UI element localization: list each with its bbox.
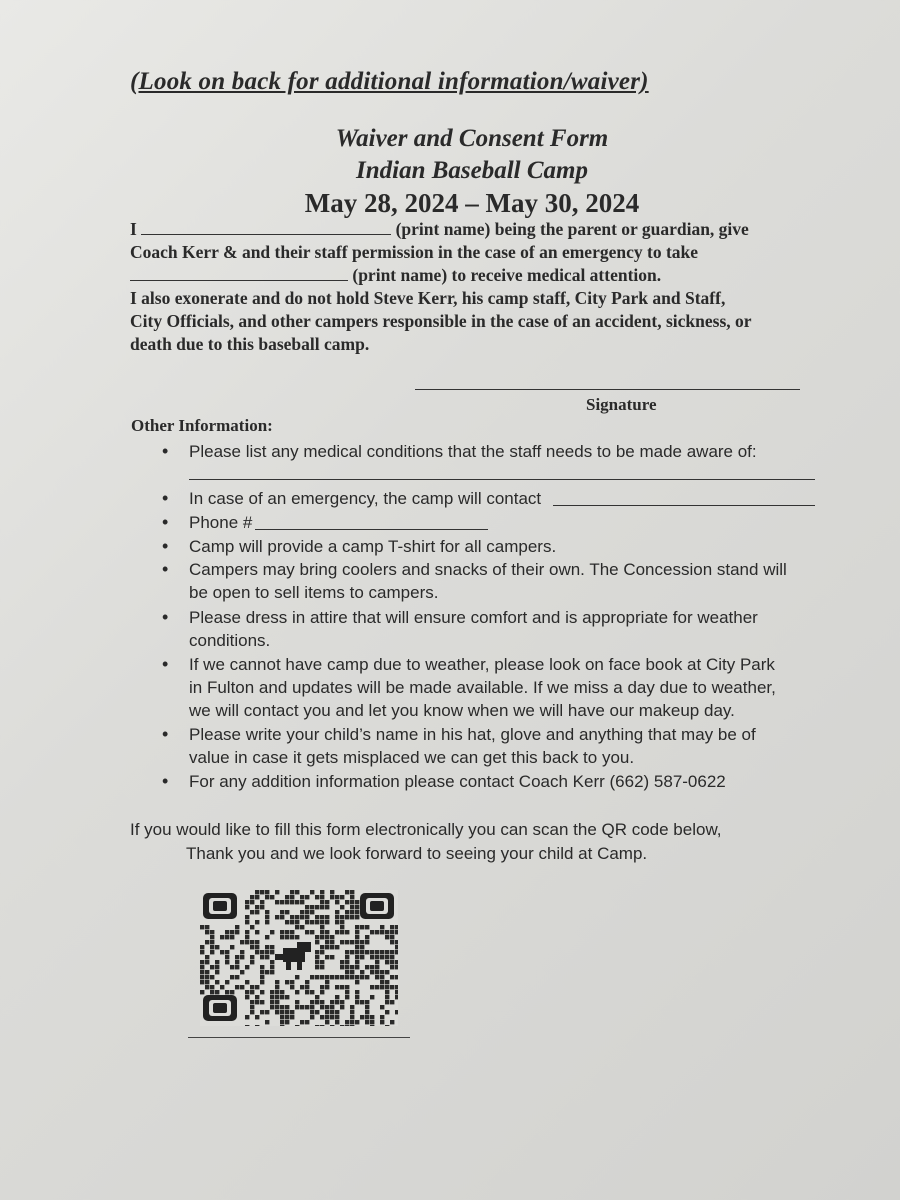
bullet-icon: • <box>162 654 169 674</box>
signature-label: Signature <box>586 395 657 414</box>
other-info-heading: Other Information: <box>131 416 273 435</box>
camp-dates: May 28, 2024 – May 30, 2024 <box>304 188 640 218</box>
attire-line-2: conditions. <box>189 631 271 650</box>
camp-name: Indian Baseball Camp <box>356 157 588 184</box>
consent-line-1-text: (print name) being the parent or guardian, give <box>395 219 749 239</box>
name-line-1: Please write your child’s name in his hat, glove and anything that may be of <box>189 725 756 744</box>
bullet-icon: • <box>162 607 169 627</box>
consent-line-6: death due to this baseball camp. <box>130 334 370 354</box>
header-note: (Look on back for additional information/waiver) <box>130 68 649 95</box>
bullet-icon: • <box>162 724 169 744</box>
bullet-icon: • <box>162 488 169 508</box>
coolers-line-2: be open to sell items to campers. <box>189 583 439 602</box>
qr-code-icon[interactable] <box>200 890 398 1026</box>
name-label-text <box>189 723 829 769</box>
emergency-contact-field[interactable] <box>553 488 815 506</box>
qr-underline <box>188 1037 410 1038</box>
consent-pronoun: I <box>130 219 137 239</box>
attire-text <box>189 606 829 652</box>
coolers-line-1: Campers may bring coolers and snacks of their own. The Concession stand will <box>189 560 787 579</box>
medical-conditions-field[interactable] <box>189 462 815 480</box>
weather-line-2: in Fulton and updates will be made available. If we miss a day due to weather, <box>189 678 776 697</box>
phone-field[interactable] <box>255 512 488 530</box>
phone-label: Phone # <box>189 513 253 532</box>
bullet-icon: • <box>162 771 169 791</box>
name-line-2: value in case it gets misplaced we can get this back to you. <box>189 748 635 767</box>
footer-line-1: If you would like to fill this form electronically you can scan the QR code below, <box>130 820 722 839</box>
weather-line-1: If we cannot have camp due to weather, please look on face book at City Park <box>189 655 775 674</box>
bullet-icon: • <box>162 441 169 461</box>
contact-text: For any addition information please contact Coach Kerr (662) 587-0622 <box>189 772 726 791</box>
parent-name-field[interactable] <box>141 219 391 235</box>
emergency-contact-text: In case of an emergency, the camp will contact <box>189 489 542 508</box>
consent-line-4: I also exonerate and do not hold Steve Kerr, his camp staff, City Park and Staff, <box>130 288 726 308</box>
medical-conditions-text: Please list any medical conditions that the staff needs to be made aware of: <box>189 442 757 461</box>
coolers-text <box>189 558 829 604</box>
consent-line-1 <box>130 218 830 242</box>
footer-line-2: Thank you and we look forward to seeing your child at Camp. <box>186 844 648 863</box>
weather-line-3: we will contact you and let you know when we will have our makeup day. <box>189 701 735 720</box>
consent-line-2: Coach Kerr & and their staff permission in the case of an emergency to take <box>130 242 699 262</box>
signature-field[interactable] <box>415 389 800 390</box>
bullet-icon: • <box>162 559 169 579</box>
form-title: Waiver and Consent Form <box>335 125 609 152</box>
consent-line-5: City Officials, and other campers responsible in the case of an accident, sickness, or <box>130 311 752 331</box>
attire-line-1: Please dress in attire that will ensure comfort and is appropriate for weather <box>189 608 758 627</box>
child-name-field[interactable] <box>130 265 348 281</box>
consent-line-3-text: (print name) to receive medical attention. <box>352 265 662 285</box>
weather-text <box>189 653 829 722</box>
tshirt-text: Camp will provide a camp T-shirt for all campers. <box>189 537 557 556</box>
bullet-icon: • <box>162 512 169 532</box>
consent-line-3 <box>130 264 830 288</box>
bullet-icon: • <box>162 536 169 556</box>
